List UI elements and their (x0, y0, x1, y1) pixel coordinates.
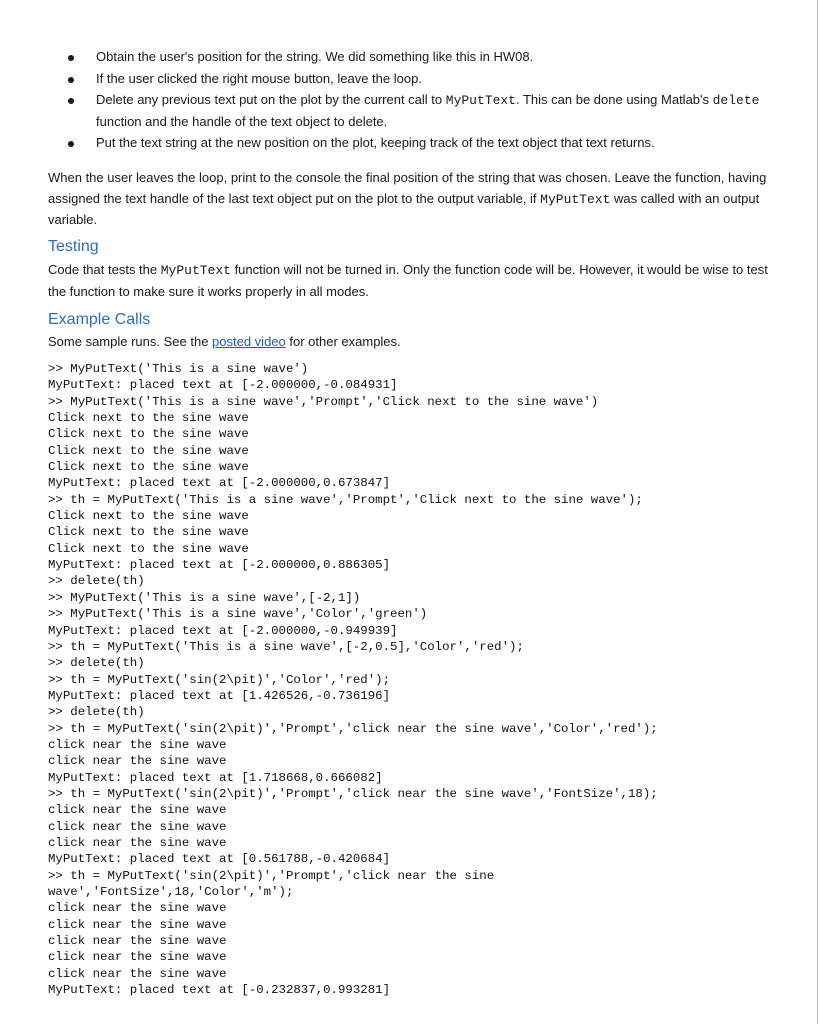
paragraph-text: Code that tests the (48, 262, 161, 277)
console-line: click near the sine wave (48, 901, 227, 916)
console-line: Click next to the sine wave (48, 541, 249, 556)
inline-code: MyPutText (160, 263, 231, 278)
console-line: >> MyPutText('This is a sine wave','Prompt','Click next to the sine wave') (48, 394, 599, 409)
console-line: MyPutText: placed text at [-0.232837,0.993281] (48, 983, 391, 998)
bullet-text: If the user clicked the right mouse button, leave the loop. (96, 70, 422, 86)
page-edge-divider (817, 0, 818, 1024)
console-line: >> delete(th) (48, 656, 145, 671)
bullet-dot-icon (68, 55, 74, 61)
console-line: >> th = MyPutText('This is a sine wave','Prompt','Click next to the sine wave'); (48, 492, 643, 507)
bullet-item (48, 133, 778, 154)
console-line: MyPutText: placed text at [-2.000000,-0.084931] (48, 378, 398, 393)
console-line: click near the sine wave (48, 754, 227, 769)
console-line: MyPutText: placed text at [1.426526,-0.736196] (48, 688, 391, 703)
console-line: Click next to the sine wave (48, 427, 249, 442)
console-line: >> th = MyPutText('sin(2\pit)','Prompt','click near the sine wave','Color','red'); (48, 721, 658, 736)
console-line: click near the sine wave (48, 803, 227, 818)
inline-code: MyPutText (445, 93, 516, 108)
console-line: Click next to the sine wave (48, 443, 249, 458)
console-line: click near the sine wave (48, 737, 227, 752)
paragraph-text: Some sample runs. See the (48, 334, 213, 349)
loop-exit-paragraph (48, 168, 778, 231)
bullet-text: Put the text string at the new position on the plot, keeping track of the text object that text returns. (96, 135, 655, 150)
paragraph-text: function will not be turned in. Only the function code will be. However, it would be wise to test the function to make sure it works properly in all modes. (48, 262, 768, 299)
bullet-text: function and the handle of the text object to delete. (96, 113, 388, 129)
testing-heading: Testing (48, 238, 99, 255)
console-line: >> MyPutText('This is a sine wave') (48, 362, 309, 376)
bullet-dot-icon (68, 141, 74, 147)
inline-code: MyPutText (540, 191, 611, 207)
console-line: click near the sine wave (48, 835, 227, 850)
example-calls-heading: Example Calls (48, 311, 151, 328)
console-line: >> th = MyPutText('This is a sine wave',[-2,0.5],'Color','red'); (48, 639, 524, 654)
testing-paragraph (48, 260, 778, 302)
console-line: MyPutText: placed text at [-2.000000,0.886305] (48, 558, 391, 573)
console-line: >> MyPutText('This is a sine wave','Color','green') (48, 607, 428, 622)
bullet-item (48, 47, 778, 68)
posted-video-link[interactable]: posted video (212, 334, 286, 349)
console-line: click near the sine wave (48, 819, 227, 834)
console-line: click near the sine wave (48, 934, 227, 949)
paragraph-text: When the user leaves the loop, print to the console the final position of the string that was chosen. Leave the function, having assigned the text handle of the last text object put on the plot to the output variable, if (48, 170, 767, 206)
example-calls-paragraph (48, 332, 778, 353)
console-line: Click next to the sine wave (48, 509, 249, 524)
bullet-item (48, 69, 778, 90)
console-line: >> delete(th) (48, 574, 145, 589)
bullet-text: Delete any previous text put on the plot by the current call to (96, 92, 446, 107)
console-line: click near the sine wave (48, 966, 227, 981)
console-line: >> th = MyPutText('sin(2\pit)','Prompt','click near the sine (48, 868, 495, 883)
console-line: MyPutText: placed text at [-2.000000,0.673847] (48, 476, 391, 491)
inline-code: delete (712, 93, 760, 108)
instruction-bullet-list (48, 47, 778, 155)
console-line: MyPutText: placed text at [1.718668,0.666082] (48, 770, 383, 785)
console-line: Click next to the sine wave (48, 411, 249, 426)
bullet-dot-icon (68, 77, 74, 83)
console-line: >> th = MyPutText('sin(2\pit)','Prompt','click near the sine wave','FontSize',18); (48, 786, 658, 801)
bullet-dot-icon (68, 98, 74, 104)
console-line: click near the sine wave (48, 917, 227, 932)
console-line: MyPutText: placed text at [-2.000000,-0.949939] (48, 623, 398, 638)
console-line: >> delete(th) (48, 705, 145, 720)
bullet-item (48, 90, 778, 132)
bullet-text: Obtain the user's position for the string. We did something like this in HW08. (96, 49, 534, 64)
console-line: Click next to the sine wave (48, 525, 249, 540)
console-line: wave','FontSize',18,'Color','m'); (48, 885, 294, 899)
bullet-text: . This can be done using Matlab's (515, 92, 713, 107)
console-line: click near the sine wave (48, 950, 227, 965)
console-line: >> th = MyPutText('sin(2\pit)','Color','red'); (48, 672, 391, 687)
console-line: >> MyPutText('This is a sine wave',[-2,1]) (48, 590, 361, 605)
paragraph-text: was called with an output variable. (48, 190, 760, 227)
console-line: Click next to the sine wave (48, 460, 249, 475)
console-line: MyPutText: placed text at [0.561788,-0.420684] (48, 852, 391, 867)
paragraph-text: for other examples. (285, 334, 401, 349)
matlab-console-output (48, 361, 778, 998)
